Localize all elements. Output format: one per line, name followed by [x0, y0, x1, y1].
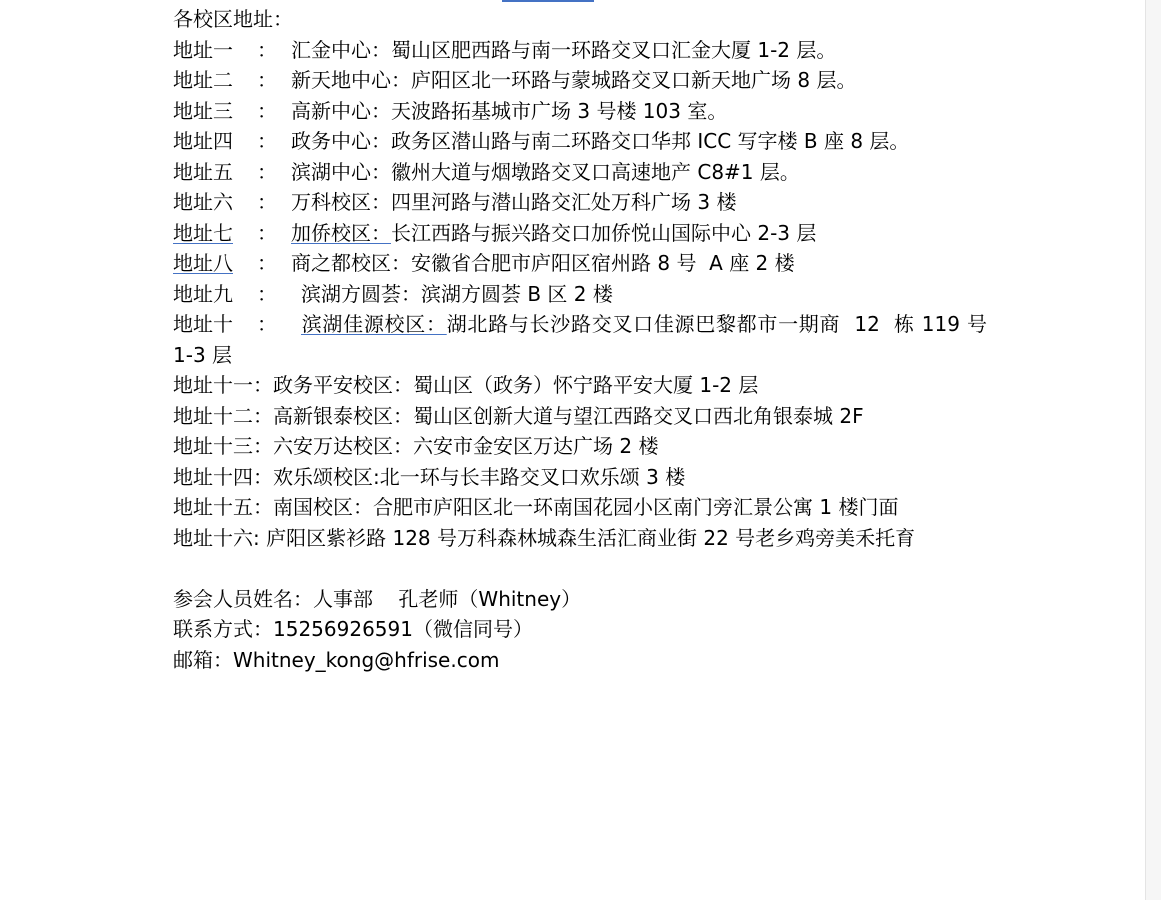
address-text: 徽州大道与烟墩路交叉口高速地产 C8#1 层。 — [391, 159, 800, 184]
email-value: Whitney_kong@hfrise.com — [233, 647, 500, 672]
campus-name: 汇金中心： — [291, 37, 391, 62]
campus-name: 滨湖佳源校区： — [301, 312, 447, 336]
address-line — [173, 370, 987, 401]
selection-mark — [502, 0, 594, 2]
address-separator: ： — [257, 281, 277, 306]
address-text: 庐阳区北一环路与蒙城路交叉口新天地广场 8 层。 — [411, 68, 857, 92]
campus-name: 欢乐颂校区: — [273, 464, 380, 489]
address-line — [173, 462, 987, 493]
address-label: 地址二 — [173, 68, 233, 92]
address-line — [173, 187, 987, 218]
document-body[interactable] — [173, 4, 994, 675]
address-text: 天波路拓基城市广场 3 号楼 103 室。 — [391, 98, 728, 123]
address-text: 合肥市庐阳区北一环南国花园小区南门旁汇景公寓 1 楼门面 — [373, 495, 899, 519]
address-label: 地址七 — [173, 220, 233, 245]
address-label: 地址十四： — [173, 464, 273, 489]
address-text: 庐阳区紫衫路 128 号万科森林城森生活汇商业街 22 号老乡鸡旁美禾托育 — [266, 525, 916, 550]
heading-line — [173, 4, 987, 35]
address-line — [173, 248, 987, 279]
campus-name: 南国校区： — [273, 495, 373, 519]
campus-name: 六安万达校区： — [273, 434, 413, 458]
address-line — [173, 65, 987, 96]
attendee-line — [173, 584, 987, 615]
address-text: 湖北路与长沙路交叉口佳源巴黎都市一期商 12 栋 119 号 1-3 层 — [173, 312, 994, 367]
address-text: 政务区潜山路与南二环路交口华邦 ICC 写字楼 B 座 8 层。 — [391, 129, 910, 153]
address-label: 地址四 — [173, 129, 233, 153]
address-text: 蜀山区肥西路与南一环路交叉口汇金大厦 1-2 层。 — [391, 37, 837, 62]
campus-name: 商之都校区： — [291, 251, 411, 275]
address-label: 地址六 — [173, 190, 233, 214]
address-text: 六安市金安区万达广场 2 楼 — [413, 434, 659, 458]
address-line — [173, 126, 987, 157]
address-line — [173, 401, 987, 432]
campus-name: 万科校区： — [291, 190, 391, 214]
address-line — [173, 157, 987, 188]
address-separator: ： — [257, 37, 277, 62]
address-text: 四里河路与潜山路交汇处万科广场 3 楼 — [391, 190, 737, 214]
address-line — [173, 279, 987, 310]
campus-name: 高新银泰校区： — [273, 403, 413, 428]
phone-label: 联系方式： — [173, 617, 273, 641]
address-line — [173, 492, 987, 523]
address-label: 地址十一： — [173, 373, 273, 397]
address-separator: ： — [257, 98, 277, 123]
address-separator: ： — [257, 68, 277, 92]
address-separator: ： — [257, 129, 277, 153]
email-label: 邮箱： — [173, 647, 233, 672]
address-line — [173, 35, 987, 66]
address-label: 地址十 — [173, 312, 233, 336]
blank-line — [173, 553, 987, 584]
section-heading: 各校区地址： — [173, 7, 293, 31]
phone-value: 15256926591（微信同号） — [273, 617, 533, 641]
address-text: 北一环与长丰路交叉口欢乐颂 3 楼 — [379, 464, 686, 489]
phone-line — [173, 614, 987, 645]
vertical-scrollbar[interactable] — [1145, 0, 1161, 900]
campus-name: 加侨校区： — [291, 220, 391, 245]
address-separator: ： — [257, 159, 277, 184]
address-label: 地址十三： — [173, 434, 273, 458]
address-text: 长江西路与振兴路交口加侨悦山国际中心 2-3 层 — [391, 220, 817, 245]
address-line — [173, 96, 987, 127]
address-label: 地址八 — [173, 251, 233, 275]
address-label: 地址一 — [173, 37, 233, 62]
email-line — [173, 645, 987, 676]
address-label: 地址十六: — [173, 525, 267, 550]
address-separator: ： — [257, 251, 277, 275]
campus-name: 高新中心： — [291, 98, 391, 123]
address-line — [173, 523, 987, 554]
address-separator: ： — [257, 220, 277, 245]
address-text: 蜀山区（政务）怀宁路平安大厦 1-2 层 — [413, 373, 759, 397]
campus-name: 政务中心： — [291, 129, 391, 153]
address-line — [173, 309, 994, 370]
attendee-value: 人事部 孔老师（Whitney） — [313, 586, 582, 611]
address-list — [173, 35, 994, 554]
address-separator: ： — [257, 190, 277, 214]
address-label: 地址十五： — [173, 495, 273, 519]
address-label: 地址三 — [173, 98, 233, 123]
campus-name: 滨湖中心： — [291, 159, 391, 184]
address-label: 地址九 — [173, 281, 233, 306]
campus-name: 政务平安校区： — [273, 373, 413, 397]
address-label: 地址十二： — [173, 403, 273, 428]
address-text: 蜀山区创新大道与望江西路交叉口西北角银泰城 2F — [413, 403, 864, 428]
address-line — [173, 218, 987, 249]
address-text: 安徽省合肥市庐阳区宿州路 8 号 A 座 2 楼 — [411, 251, 795, 275]
attendee-label: 参会人员姓名： — [173, 586, 313, 611]
campus-name: 滨湖方圆荟： — [301, 281, 421, 306]
address-text: 滨湖方圆荟 B 区 2 楼 — [421, 281, 613, 306]
address-separator: ： — [257, 312, 277, 336]
address-label: 地址五 — [173, 159, 233, 184]
campus-name: 新天地中心： — [291, 68, 411, 92]
address-line — [173, 431, 987, 462]
